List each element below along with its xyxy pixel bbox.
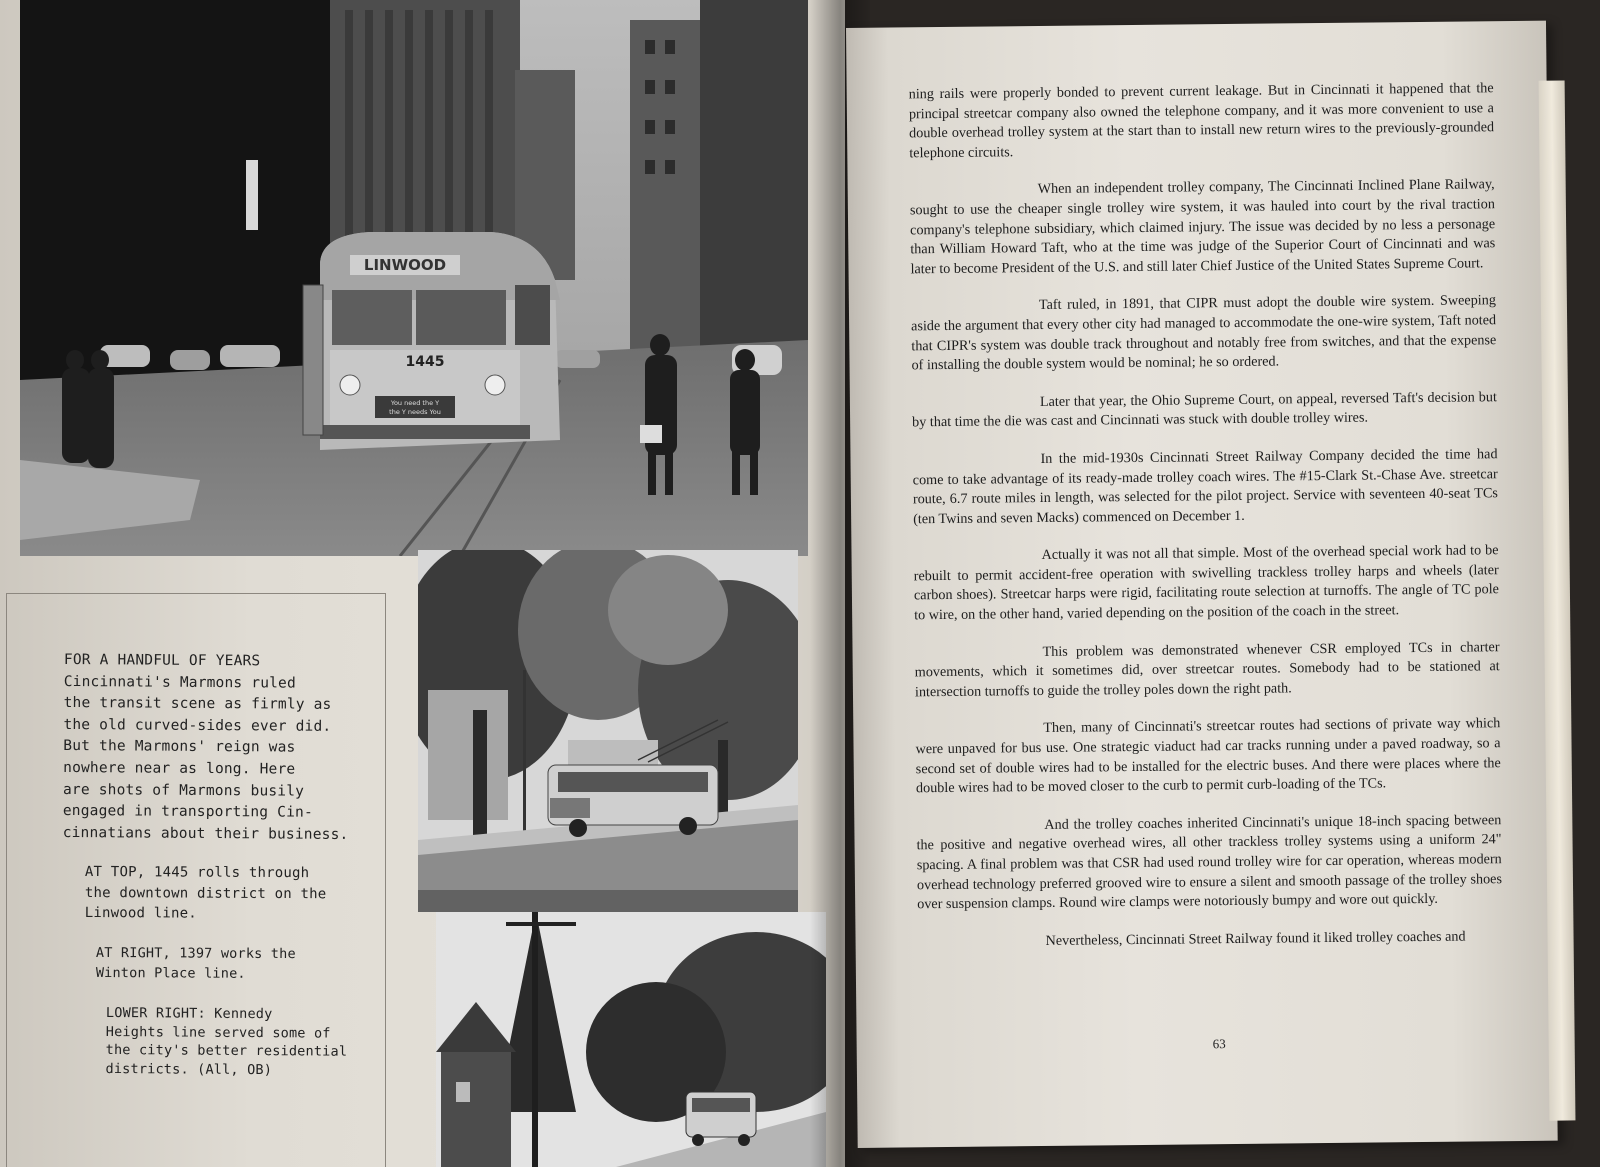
caption-at-right	[96, 943, 296, 984]
paragraph: When an independent trolley company, The Cincinnati Inclined Plane Railway, sought to use the cheaper single trolley wire system, it was hauled into court by the rival traction company's telephone subsidiary, which claimed injury. The issue was decided by no less a personage than William Howard Taft, who at the time was judge of the Superior Court of Cincinnati and was later to become President of the U.S. and still later Chief Justice of the United States Supreme Court.	[909, 176, 1496, 278]
caption-top-line: AT TOP, 1445 rolls through	[84, 864, 310, 882]
caption-main-line: nowhere near as long. Here	[63, 759, 296, 778]
paragraph: In the mid-1930s Cincinnati Street Railway Company decided the time had come to take advantage of its ready-made trolley coach wires. The #15-Clark St.-Chase Ave. streetcar route, 6.7 route miles in length, was selected for the pilot project. Service with seventeen 40-seat TCs (ten Twins and seven Macks) commenced on December 1.	[912, 446, 1498, 528]
caption-main-line: engaged in transporting Cin-	[62, 803, 313, 821]
paragraph: ning rails were properly bonded to prevent current leakage. But in Cincinnati it happened that the principal streetcar company also owned the telephone company, and it was more convenient to use a double overhead trolley system at the start than to install new return wires to the previously-grounded telephone circuits.	[908, 80, 1495, 162]
paragraph: Then, many of Cincinnati's streetcar routes had sections of private way which were unpaved for bus use. One strategic viaduct had car tracks running under a paved roadway, so a second set of double wires had to be installed for the electric buses. And there were places where the double wires had to be moved closer to the curb to permit curb-loading of the TCs.	[915, 715, 1501, 797]
bus-number: 1445	[405, 354, 445, 370]
caption-right-line: AT RIGHT, 1397 works the	[95, 945, 296, 963]
paragraph: And the trolley coaches inherited Cincinnati's unique 18-inch spacing between the positive and negative overhead wires, all other trackless trolley systems using a uniform 24" spacing. A final problem was that CSR had used round trolley wire for car operation, whereas modern overhead technology preferred grooved wire to ensure a silent and smooth passage of the trolley shoes over suspension clamps. Round wire clamps were notoriously bumpy and wore out quickly.	[916, 811, 1503, 913]
right-page	[846, 21, 1558, 1148]
placard-line-1: You need the Y	[390, 399, 440, 407]
caption-top-line: Linwood line.	[84, 904, 197, 922]
caption-main-line: cinnatians about their business.	[62, 824, 349, 843]
caption-main-line: the transit scene as firmly as	[63, 695, 332, 714]
caption-main-line: Cincinnati's Marmons ruled	[63, 673, 297, 692]
photo-kennedy-heights-coach	[436, 912, 826, 1167]
caption-lower-line: districts. (All, OB)	[105, 1060, 273, 1078]
paragraph: This problem was demonstrated whenever CSR employed TCs in charter movements, which it sometimes did, over streetcar routes. Somebody had to be stationed at intersection turnoffs to guide the trolley poles down the right path.	[914, 638, 1500, 701]
caption-lower-right	[105, 1004, 347, 1080]
caption-main	[63, 650, 350, 846]
caption-at-top	[85, 862, 327, 925]
caption-main-line: FOR A HANDFUL OF YEARS	[63, 651, 261, 670]
caption-top-line: the downtown district on the	[84, 884, 327, 902]
paragraph: Nevertheless, Cincinnati Street Railway found it liked trolley coaches and	[1045, 928, 1466, 949]
caption-lower-line: the city's better residential	[105, 1041, 348, 1060]
caption-lower-line: LOWER RIGHT: Kennedy	[105, 1005, 273, 1023]
caption-right-line: Winton Place line.	[95, 964, 246, 982]
photo-winton-place-coach-1397	[418, 550, 798, 912]
caption-main-line: the old curved-sides ever did.	[63, 716, 332, 735]
paragraph: Later that year, the Ohio Supreme Court, on appeal, reversed Taft's decision but by that time the die was cast and Cincinnati was stuck with double trolley wires.	[912, 388, 1497, 431]
paragraph: Taft ruled, in 1891, that CIPR must adopt the double wire system. Sweeping aside the argument that every other city had managed to accommodate the one-wire system, Taft noted that CIPR's system was double track throughout and notably free from switches, and that the expense of installing the double system would be nominal; he so ordered.	[911, 292, 1497, 374]
bus-destination-sign: LINWOOD	[363, 256, 447, 274]
page-edge	[1539, 80, 1576, 1120]
caption-main-line: But the Marmons' reign was	[63, 738, 296, 756]
photo-downtown-bus-1445	[20, 0, 808, 556]
caption-lower-line: Heights line served some of	[105, 1023, 331, 1042]
paragraph: Actually it was not all that simple. Most of the overhead special work had to be rebuilt to permit accident-free operation with swivelling trackless trolley harps and wheels (later carbon shoes). Streetcar harps were rigid, facilitating route selection at turnoffs. The angle of TC pole to wire, on the other hand, varied depending on the position of the coach in the street.	[913, 542, 1500, 624]
page-number: 63	[1212, 1036, 1226, 1052]
caption-main-line: are shots of Marmons busily	[62, 781, 305, 800]
placard-line-2: the Y needs You	[389, 408, 441, 416]
body-text	[909, 79, 1503, 970]
